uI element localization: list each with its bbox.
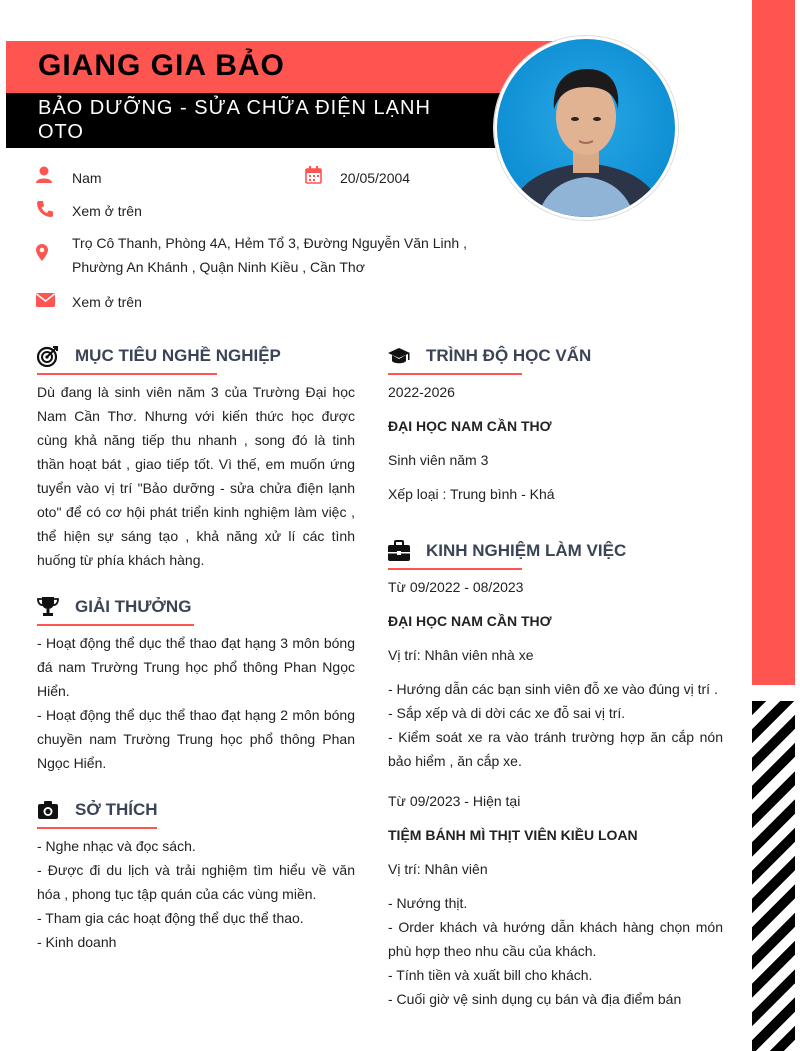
hobbies-underline: [37, 827, 157, 829]
job-2-company: TIỆM BÁNH MÌ THỊT VIÊN KIỀU LOAN: [388, 827, 638, 843]
education-grade: Xếp loại : Trung bình - Khá: [388, 486, 555, 502]
award-item-2: - Hoạt động thể dục thể thao đạt hạng 2 môn bóng chuyền nam Trường Trung học phổ thông Phan Ngọc Hiển.: [37, 707, 355, 771]
phone-icon: [36, 200, 56, 220]
education-title: TRÌNH ĐỘ HỌC VẤN: [426, 346, 592, 365]
phone-value: Xem ở trên: [72, 203, 142, 219]
right-accent-bar: [752, 0, 795, 685]
experience-section-header: [388, 538, 728, 572]
birthday-value: 20/05/2004: [340, 170, 411, 186]
email-value: Xem ở trên: [72, 294, 142, 310]
portrait-photo: [497, 39, 675, 217]
camera-icon: [37, 799, 59, 821]
job-1-duty-2: - Sắp xếp và di dời các xe đỗ sai vị trí.: [388, 705, 626, 721]
awards-section-header: [37, 594, 357, 628]
location-pin-icon: [36, 244, 56, 264]
experience-underline: [388, 568, 522, 570]
target-icon: [37, 345, 59, 367]
hobbies-title: SỞ THÍCH: [75, 800, 158, 819]
address-line-1: Trọ Cô Thanh, Phòng 4A, Hẻm Tổ 3, Đường Nguyễn Văn Linh ,: [72, 235, 467, 251]
hobby-item-3: - Tham gia các hoạt động thể dục thể thao.: [37, 910, 304, 926]
job-1-duty-1: - Hướng dẫn các bạn sinh viên đỗ xe vào đúng vị trí .: [388, 681, 718, 697]
job-2-duty-4: - Cuối giờ vệ sinh dụng cụ bán và địa điểm bán: [388, 991, 682, 1007]
graduation-cap-icon: [388, 345, 410, 367]
job-2-duty-2: - Order khách và hướng dẫn khách hàng chọn món phù hợp theo nhu cầu của khách.: [388, 919, 723, 959]
job-1-duty-3: - Kiểm soát xe ra vào tránh trường hợp ăn cắp nón bảo hiểm , ăn cắp xe.: [388, 729, 723, 769]
hobby-item-2: - Được đi du lịch và trải nghiệm tìm hiểu về văn hóa , phong tục tập quán của các vùng miền.: [37, 862, 355, 902]
education-section-header: [388, 343, 728, 377]
education-school: ĐẠI HỌC NAM CẦN THƠ: [388, 418, 552, 434]
job-2-position: Vị trí: Nhân viên: [388, 861, 488, 877]
hobbies-section-header: [37, 797, 357, 831]
job-2-duty-1: - Nướng thịt.: [388, 895, 468, 911]
hobby-item-4: - Kinh doanh: [37, 934, 117, 950]
striped-decoration: [752, 701, 795, 1051]
awards-underline: [37, 624, 194, 626]
education-status: Sinh viên năm 3: [388, 452, 489, 468]
education-underline: [388, 373, 522, 375]
job-2-duty-3: - Tính tiền và xuất bill cho khách.: [388, 967, 593, 983]
education-period: 2022-2026: [388, 384, 455, 400]
objective-section-header: [37, 343, 357, 377]
gender-value: Nam: [72, 170, 102, 186]
award-item-1: - Hoạt động thể dục thể thao đạt hạng 3 môn bóng đá nam Trường Trung học phổ thông Phan Ngọc Hiển.: [37, 635, 355, 699]
job-1-period: Từ 09/2022 - 08/2023: [388, 579, 524, 595]
objective-underline: [37, 373, 217, 375]
experience-title: KINH NGHIỆM LÀM VIỆC: [426, 541, 627, 560]
job-1-company: ĐẠI HỌC NAM CẦN THƠ: [388, 613, 552, 629]
user-icon: [36, 166, 56, 186]
hobby-item-1: - Nghe nhạc và đọc sách.: [37, 838, 196, 854]
job-title: BẢO DƯỠNG - SỬA CHỮA ĐIỆN LẠNH OTO: [38, 97, 431, 143]
email-icon: [36, 292, 56, 312]
avatar: [494, 36, 678, 220]
calendar-icon: [305, 166, 325, 186]
objective-text: Dù đang là sinh viên năm 3 của Trường Đại học Nam Cần Thơ. Nhưng với kiến thức học được cùng khả năng tiếp thu nhanh , song đó là tinh thần hoạt bát , giao tiếp tốt. Vì thế, em muốn ứng tuyển vào vị trí "Bảo dưỡng - sửa chửa điện lạnh oto" để có cơ hội phát triển kinh nghiệm làm việc , thể hiện sự sáng tạo , khả năng xử lí các tình huống từ phía khách hàng.: [37, 384, 355, 568]
address-line-2: Phường An Khánh , Quận Ninh Kiều , Cần Thơ: [72, 259, 365, 275]
candidate-name: GIANG GIA BẢO: [38, 49, 285, 82]
job-2-period: Từ 09/2023 - Hiện tại: [388, 793, 521, 809]
trophy-icon: [37, 596, 59, 618]
objective-title: MỤC TIÊU NGHỀ NGHIỆP: [75, 346, 281, 365]
briefcase-icon: [388, 540, 410, 562]
awards-title: GIẢI THƯỞNG: [75, 597, 192, 616]
job-1-position: Vị trí: Nhân viên nhà xe: [388, 647, 534, 663]
